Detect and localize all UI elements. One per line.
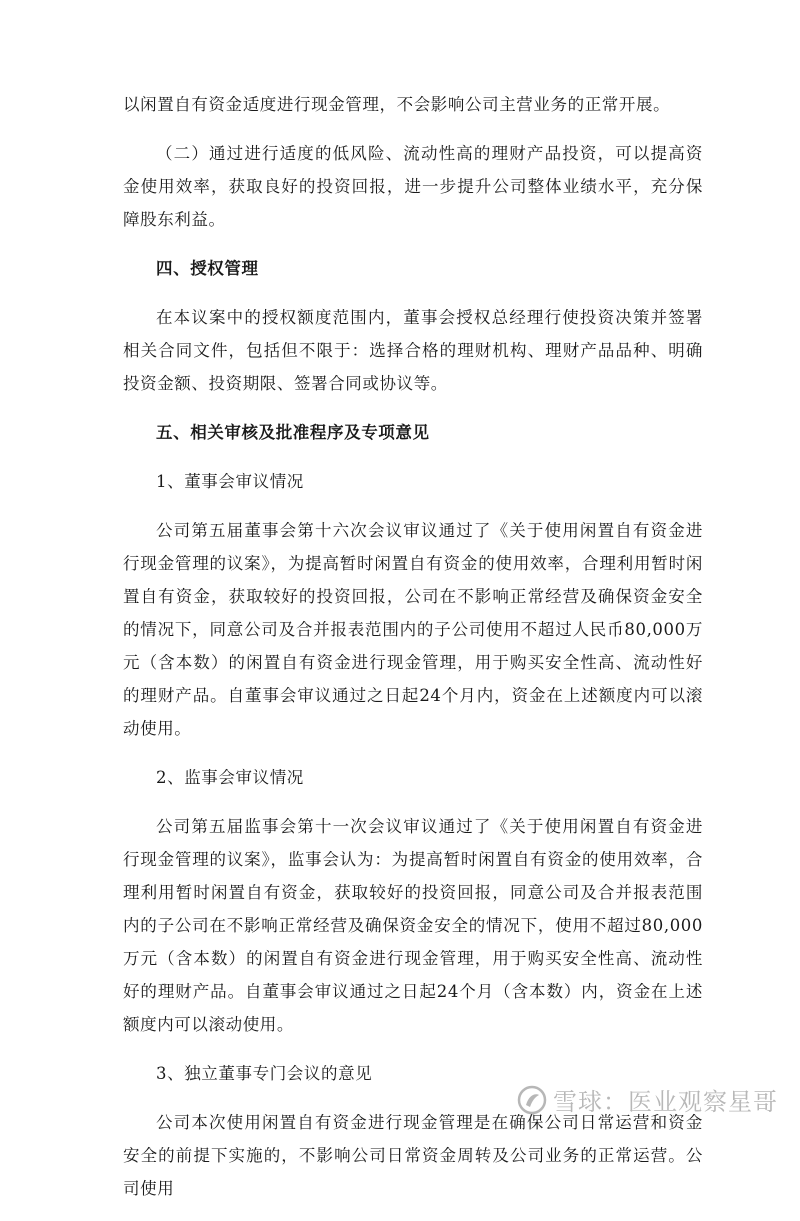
paragraph-board-review: 公司第五届董事会第十六次会议审议通过了《关于使用闲置自有资金进行现金管理的议案》，为提高暂时闲置自有资金的使用效率，合理利用暂时闲置自有资金，获取较好的投资回报，公司在不影响正常经营及确保资金安全的情况下，同意公司及合并报表范围内的子公司使用不超过人民币80,000万元（含本数）的闲置自有资金进行现金管理，用于购买安全性高、流动性好的理财产品。自董事会审议通过之日起24个月内，资金在上述额度内可以滚动使用。 — [123, 521, 703, 738]
watermark — [517, 1082, 778, 1117]
paragraph-2: （二）通过进行适度的低风险、流动性高的理财产品投资，可以提高资金使用效率，获取良好的投资回报，进一步提升公司整体业绩水平，充分保障股东利益。 — [123, 144, 703, 229]
paragraph-1: 以闲置自有资金适度进行现金管理，不会影响公司主营业务的正常开展。 — [123, 95, 671, 114]
paragraph-authorization: 在本议案中的授权额度范围内，董事会授权总经理行使投资决策并签署相关合同文件，包括但不限于：选择合格的理财机构、理财产品品种、明确投资金额、投资期限、签署合同或协议等。 — [123, 308, 703, 393]
document-page — [123, 88, 703, 1221]
section-heading-authorization: 四、授权管理 — [156, 259, 259, 278]
paragraph-independent-directors: 公司本次使用闲置自有资金进行现金管理是在确保公司日常运营和资金安全的前提下实施的，不影响公司日常资金周转及公司业务的正常运营。公司使用 — [123, 1113, 703, 1198]
paragraph-supervisory-review: 公司第五届监事会第十一次会议审议通过了《关于使用闲置自有资金进行现金管理的议案》，监事会认为：为提高暂时闲置自有资金的使用效率，合理利用暂时闲置自有资金，获取较好的投资回报，同意公司及合并报表范围内的子公司在不影响正常经营及确保资金安全的情况下，使用不超过80,000万元（含本数）的闲置自有资金进行现金管理，用于购买安全性高、流动性好的理财产品。自董事会审议通过之日起24个月（含本数）内，资金在上述额度内可以滚动使用。 — [123, 817, 703, 1034]
subheading-independent-directors: 3、独立董事专门会议的意见 — [156, 1064, 373, 1083]
section-heading-review: 五、相关审核及批准程序及专项意见 — [156, 423, 430, 442]
subheading-board-review: 1、董事会审议情况 — [156, 472, 304, 491]
snowball-logo-icon — [517, 1085, 547, 1115]
subheading-supervisory-review: 2、监事会审议情况 — [156, 768, 304, 787]
watermark-text: 雪球：医业观察星哥 — [553, 1088, 778, 1116]
